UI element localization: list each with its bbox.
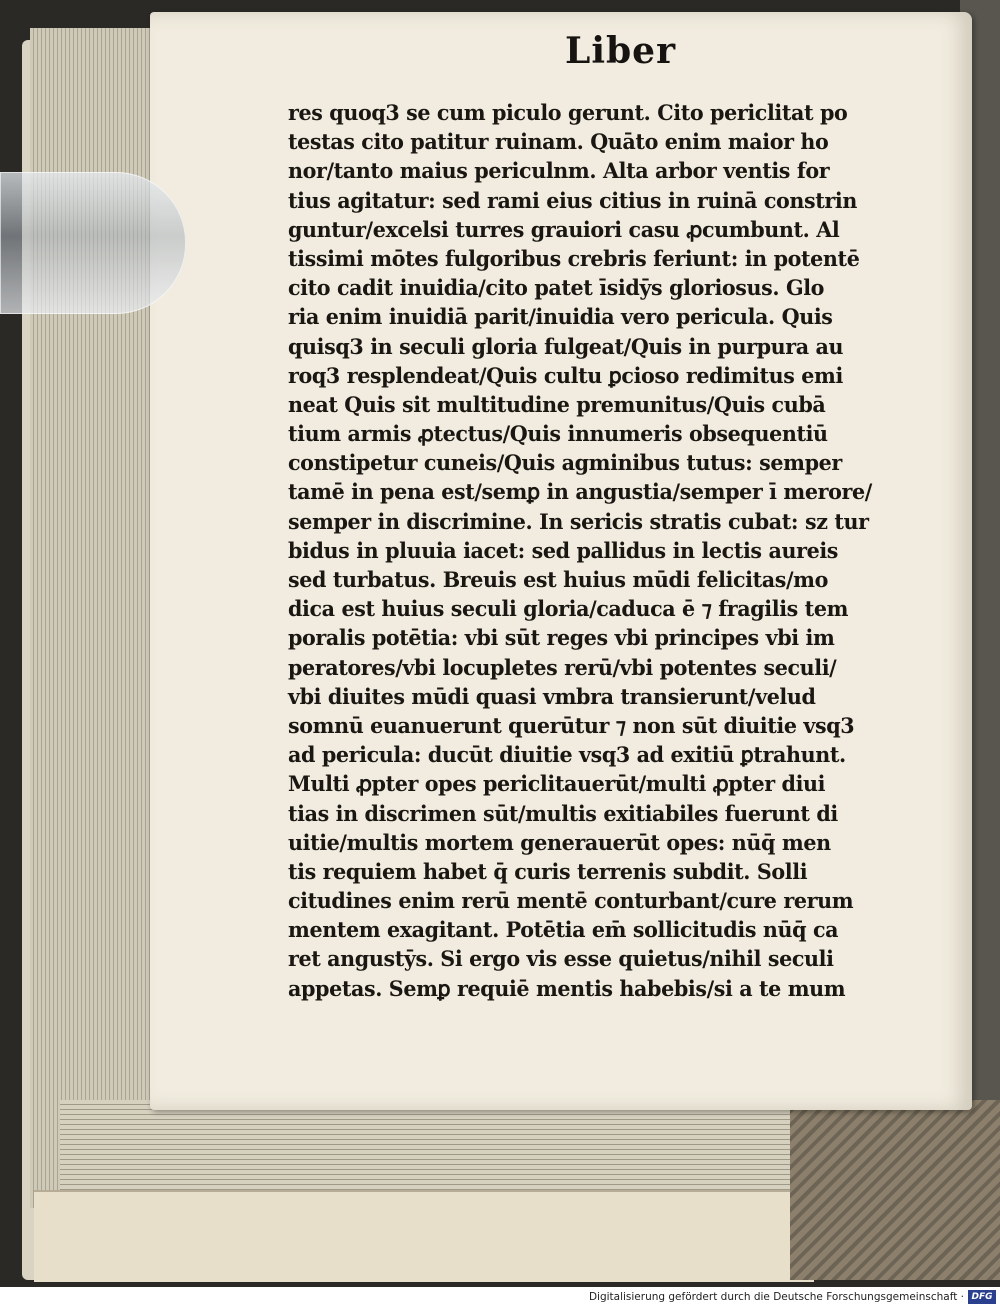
funding-credit: Digitalisierung gefördert durch die Deutsche Forschungsgemeinschaft · — [588, 1291, 964, 1303]
text-line: somnū euanuerunt querūtur ⁊ non sūt diuitie vsq3 — [288, 712, 855, 738]
text-line: dica est huius seculi gloria/caduca ē ⁊ fragilis tem — [288, 596, 849, 622]
text-line: tium armis ꝓtectus/Quis innumeris obsequentiū — [288, 421, 828, 447]
text-line: ret angustȳs. Si ergo vis esse quietus/nihil seculi — [288, 946, 834, 972]
text-line: peratores/vbi locupletes rerū/vbi potentes seculi/ — [288, 654, 837, 680]
text-line: semper in discrimine. In sericis stratis cubat: sz tur — [288, 508, 869, 534]
text-line: constipetur cuneis/Quis agminibus tutus: semper — [288, 450, 842, 476]
text-line: appetas. Semꝑ requiē mentis habebis/si a te mum — [288, 975, 846, 1001]
running-head: Liber — [565, 30, 677, 72]
text-line: roq3 resplendeat/Quis cultu ꝑcioso redimitus emi — [288, 362, 843, 388]
text-line: bidus in pluuia iacet: sed pallidus in lectis aureis — [288, 537, 839, 563]
glass-clamp — [0, 172, 186, 314]
text-line: ria enim inuidiā parit/inuidia vero pericula. Quis — [288, 304, 833, 330]
text-line: cito cadit inuidia/cito patet īsidȳs gloriosus. Glo — [288, 275, 825, 301]
cover-corner — [790, 1100, 1000, 1280]
text-line: tissimi mōtes fulgoribus crebris feriunt: in potentē — [288, 245, 860, 271]
text-line: quisq3 in seculi gloria fulgeat/Quis in purpura au — [288, 333, 844, 359]
text-line: mentem exagitant. Potētia em̄ sollicitudis nūq̄ ca — [288, 917, 839, 943]
text-line: Multi ꝓpter opes periclitauerūt/multi ꝓpter diui — [288, 771, 826, 797]
text-line: res quoq3 se cum piculo gerunt. Cito periclitat po — [288, 100, 848, 125]
text-line: citudines enim rerū mentē conturbant/cure rerum — [288, 888, 854, 914]
text-line: uitie/multis mortem generauerūt opes: nūq̄ men — [288, 829, 831, 855]
text-block — [288, 98, 898, 1003]
dfg-logo-icon: DFG — [968, 1290, 996, 1304]
footer-bar — [0, 1287, 1000, 1308]
text-line: poralis potētia: vbi sūt reges vbi principes vbi im — [288, 625, 835, 651]
text-line: nor/tanto maius periculnm. Alta arbor ventis for — [288, 158, 830, 184]
text-line: neat Quis sit multitudine premunitus/Quis cubā — [288, 391, 826, 417]
text-line: sed turbatus. Breuis est huius mūdi felicitas/mo — [288, 567, 828, 592]
text-line: testas cito patitur ruinam. Quāto enim maior ho — [288, 129, 829, 155]
text-line: tis requiem habet q̄ curis terrenis subdit. Solli — [288, 858, 808, 884]
text-line: tias in discrimen sūt/multis exitiabiles fuerunt di — [288, 800, 838, 826]
book-base — [34, 1190, 814, 1282]
text-line: tamē in pena est/semꝑ in angustia/semper ī merore/ — [288, 479, 872, 505]
text-line: tius agitatur: sed rami eius citius in ruinā constrin — [288, 187, 857, 213]
text-line: guntur/excelsi turres grauiori casu ꝓcumbunt. Al — [288, 216, 840, 242]
text-line: vbi diuites mūdi quasi vmbra transierunt/velud — [288, 683, 816, 709]
text-line: ad pericula: ducūt diuitie vsq3 ad exitiū ꝑtrahunt. — [288, 742, 846, 768]
